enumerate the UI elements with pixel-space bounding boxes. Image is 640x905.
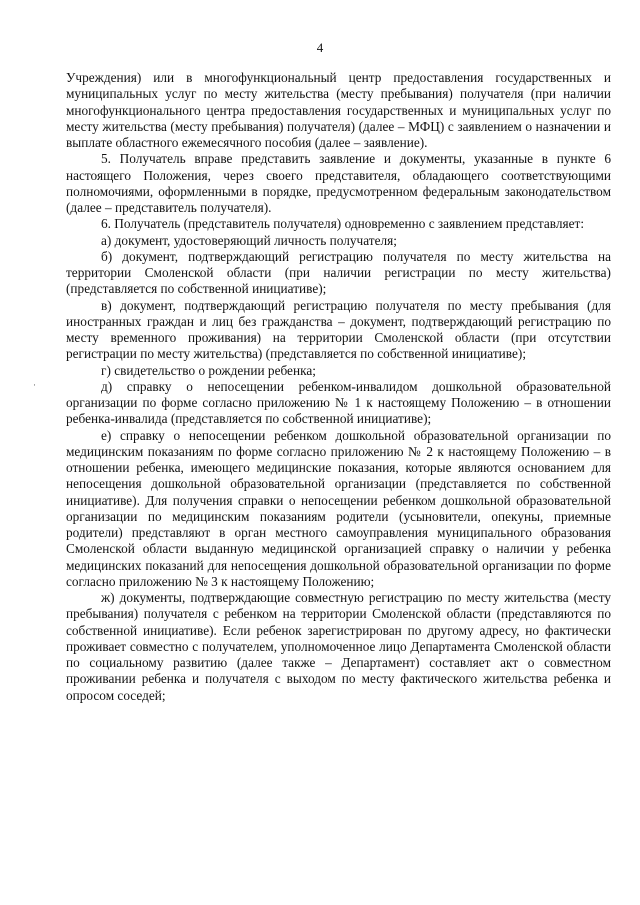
list-item-e: е) справку о непосещении ребенком дошкольной образовательной организации по медицинским показаниям по форме согласно приложению № 2 к настоящему Положению – в отношении ребенка, имеющего медицинские показания, которые являются основанием для непосещения дошкольной образовательной организации (представляется по собственной инициативе). Для получения справки о непосещении ребенком дошкольной образовательной организации по медицинским показаниям родители (усыновители, опекуны, приемные родители) представляют в орган местного самоуправления муниципального образования Смоленской области выданную медицинской организацией справку о наличии у ребенка медицинских показаний для непосещения дошкольной образовательной организации по форме согласно приложению № 3 к настоящему Положению;	[66, 427, 611, 589]
paragraph-continuation: Учреждения) или в многофункциональный центр предоставления государственных и муниципальных услуг по месту жительства (месту пребывания) получателя (при наличии многофункционального центра предоставления государственных и муниципальных услуг по месту жительства (месту пребывания) получателя) (далее – МФЦ) с заявлением о назначении и выплате областного ежемесячного пособия (далее – заявление).	[66, 70, 611, 150]
document-body	[66, 70, 611, 704]
page-number: 4	[316, 40, 324, 55]
list-item-b: б) документ, подтверждающий регистрацию получателя по месту жительства на территории Смоленской области (при наличии регистрации по месту жительства) (представляется по собственной инициативе);	[66, 248, 611, 297]
list-item-a: а) документ, удостоверяющий личность получателя;	[101, 232, 397, 248]
list-item-d: д) справку о непосещении ребенком-инвалидом дошкольной образовательной организации по форме согласно приложению № 1 к настоящему Положению – в отношении ребенка-инвалида (представляется по собственной инициативе);	[66, 378, 611, 427]
list-item-g: г) свидетельство о рождении ребенка;	[101, 362, 316, 378]
paragraph-5: 5. Получатель вправе представить заявление и документы, указанные в пункте 6 настоящего Положения, через своего представителя, обладающего соответствующими полномочиями, оформленными в порядке, предусмотренном федеральным законодательством (далее – представитель получателя).	[66, 151, 611, 215]
list-item-v: в) документ, подтверждающий регистрацию получателя по месту пребывания (для иностранных граждан и лиц без гражданства – документ, подтверждающий регистрацию по месту временного проживания) на территории Смоленской области (при отсутствии регистрации по месту жительства) (представляется по собственной инициативе);	[66, 297, 611, 362]
paragraph-6: 6. Получатель (представитель получателя) одновременно с заявлением представляет:	[101, 216, 585, 232]
list-item-zh: ж) документы, подтверждающие совместную регистрацию по месту жительства (месту пребывания) получателя с ребенком на территории Смоленской области (представляются по собственной инициативе). Если ребенок зарегистрирован по другому адресу, но фактически проживает совместно с получателем, уполномоченное лицо Департамента Смоленской области по социальному развитию (далее также – Департамент) составляет акт о совместном проживании ребенка и получателя с выходом по месту фактического жительства ребенка и опросом соседей;	[66, 590, 611, 703]
scan-speck: ·	[33, 380, 36, 390]
